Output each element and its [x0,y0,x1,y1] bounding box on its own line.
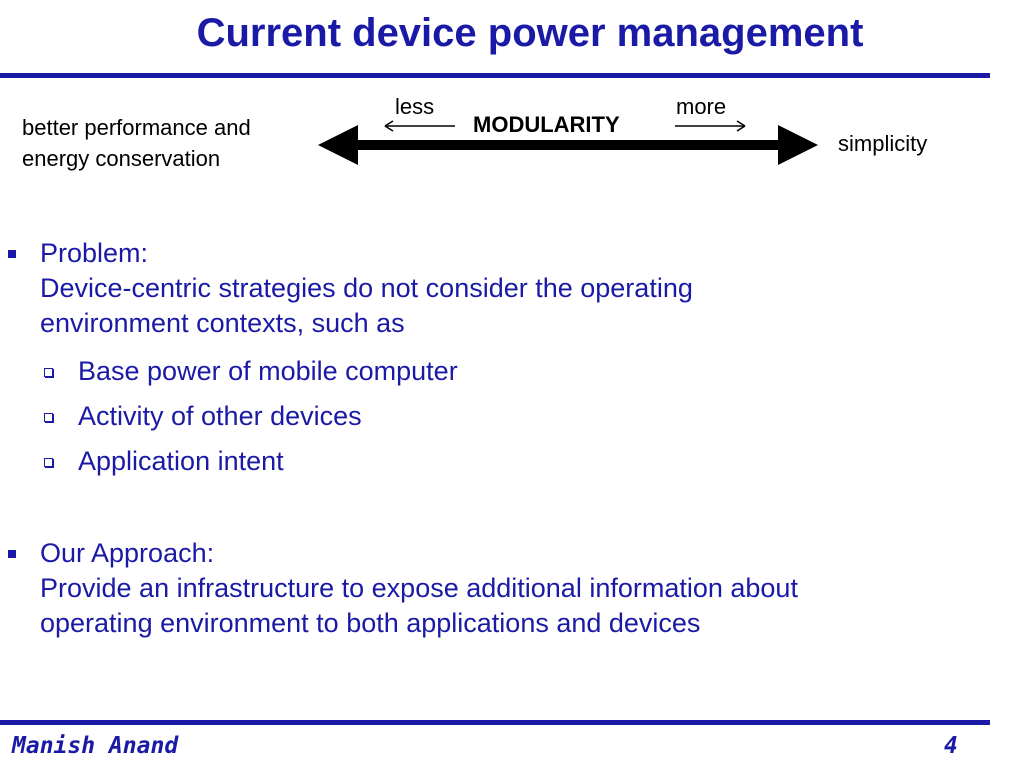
modularity-less-label: less [395,94,435,119]
left-arrow-icon [385,121,455,131]
bullet-problem-line: Device-centric strategies do not consider the operating [40,273,693,303]
modularity-arrows [0,0,1024,200]
hollow-square-bullet-icon [44,368,53,377]
sub-bullet-text: Base power of mobile computer [78,356,458,386]
modularity-left-line2: energy conservation [22,146,221,171]
modularity-title: MODULARITY [473,112,620,137]
hollow-square-bullet-icon [44,458,53,467]
square-bullet-icon [8,250,16,258]
modularity-left-line1: better performance and [22,115,251,140]
right-arrow-icon [675,121,745,131]
modularity-right-label: simplicity [838,131,928,156]
sub-bullet-text: Application intent [78,446,284,476]
bullet-approach-line: Provide an infrastructure to expose additional information about [40,573,798,603]
page-number: 4 [944,733,958,759]
modularity-more-label: more [676,94,727,119]
bullet-approach-line: operating environment to both applications and devices [40,608,701,638]
footer-author: Manish Anand [12,733,179,759]
hollow-square-bullet-icon [44,413,53,422]
bullet-problem-heading: Problem: [40,238,149,268]
footer-divider [0,720,990,725]
bullet-approach-heading: Our Approach: [40,538,215,568]
bullet-problem-line: environment contexts, such as [40,308,405,338]
slide-title: Current device power management [196,11,864,55]
square-bullet-icon [8,550,16,558]
sub-bullet-text: Activity of other devices [78,401,362,431]
